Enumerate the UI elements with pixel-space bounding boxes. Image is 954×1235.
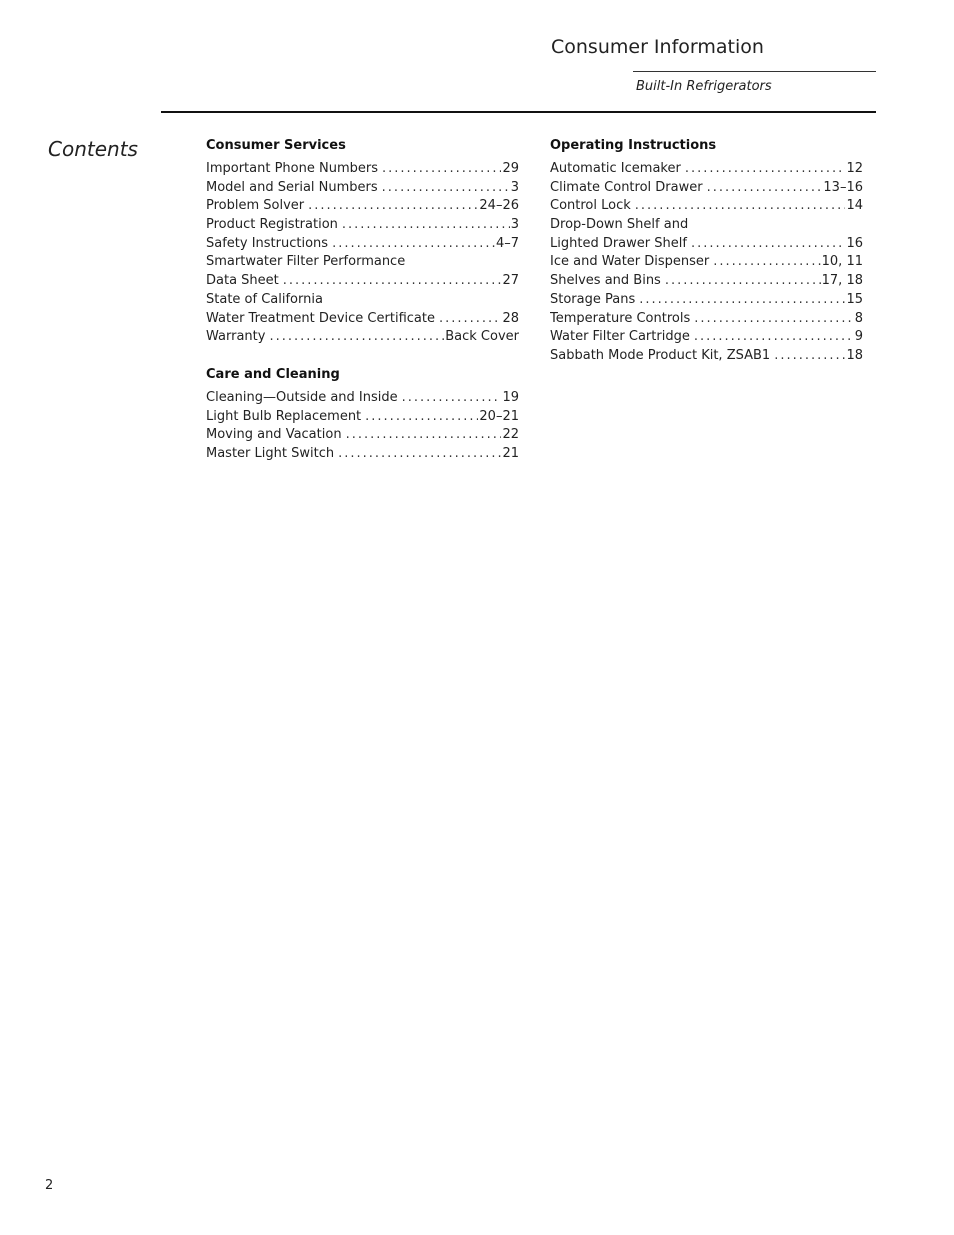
toc-entry[interactable] bbox=[206, 426, 519, 445]
toc-entry[interactable] bbox=[550, 253, 863, 272]
toc-entry-label: Problem Solver bbox=[206, 198, 305, 214]
toc-entry[interactable] bbox=[550, 328, 863, 347]
dot-leader bbox=[439, 310, 501, 329]
toc-entry[interactable] bbox=[550, 160, 863, 179]
toc-column-right bbox=[550, 137, 863, 366]
toc-entry-page: 20–21 bbox=[479, 408, 519, 424]
dot-leader bbox=[283, 272, 502, 291]
toc-entry[interactable] bbox=[206, 179, 519, 198]
toc-column-left bbox=[206, 137, 519, 464]
toc-entry-page: 12 bbox=[846, 161, 863, 176]
dot-leader bbox=[382, 179, 510, 198]
dot-leader bbox=[639, 291, 845, 310]
toc-entry-page: 3 bbox=[510, 217, 519, 233]
toc-section-operating-instructions bbox=[550, 137, 863, 366]
toc-entry-page: 21 bbox=[502, 445, 519, 461]
toc-entry-label: Warranty bbox=[206, 329, 266, 345]
toc-entry-label: Ice and Water Dispenser bbox=[550, 254, 710, 270]
dot-leader bbox=[346, 426, 502, 445]
toc-entry-label: Cleaning—Outside and Inside bbox=[206, 389, 398, 405]
toc-entry[interactable] bbox=[206, 408, 519, 427]
dot-leader bbox=[269, 328, 444, 347]
toc-entry-page: Back Cover bbox=[445, 329, 519, 345]
toc-entry[interactable] bbox=[206, 235, 519, 254]
toc-section-consumer-services bbox=[206, 137, 519, 347]
toc-entry-page: 15 bbox=[846, 291, 863, 307]
toc-entry-label: Important Phone Numbers bbox=[206, 161, 378, 176]
toc-entry-label: State of California bbox=[206, 291, 323, 307]
toc-entry[interactable] bbox=[206, 291, 519, 310]
toc-entry-page: 28 bbox=[502, 310, 519, 326]
toc-entry-page: 19 bbox=[502, 389, 519, 405]
toc-entry-label: Safety Instructions bbox=[206, 235, 329, 251]
dot-leader bbox=[635, 197, 846, 216]
toc-entry-page: 17, 18 bbox=[821, 273, 863, 289]
toc-entry[interactable] bbox=[206, 253, 519, 272]
toc-entry[interactable] bbox=[550, 216, 863, 235]
toc-entry-label: Shelves and Bins bbox=[550, 273, 661, 289]
toc-entry-label: Water Filter Cartridge bbox=[550, 329, 690, 345]
toc-entry-label: Climate Control Drawer bbox=[550, 179, 703, 195]
toc-entry-label: Model and Serial Numbers bbox=[206, 179, 378, 195]
document-subtitle: Built-In Refrigerators bbox=[636, 79, 772, 94]
toc-entry[interactable] bbox=[206, 272, 519, 291]
toc-entry-page: 8 bbox=[854, 310, 863, 326]
toc-section-care-cleaning bbox=[206, 366, 519, 464]
toc-entry-page: 27 bbox=[502, 273, 519, 289]
dot-leader bbox=[308, 197, 478, 216]
header-divider-long bbox=[161, 111, 876, 113]
toc-entry-label: Temperature Controls bbox=[550, 310, 691, 326]
toc-entry-label: Light Bulb Replacement bbox=[206, 408, 362, 424]
toc-entry-page: 22 bbox=[502, 427, 519, 443]
toc-entry-page: 29 bbox=[502, 161, 519, 176]
dot-leader bbox=[402, 389, 502, 408]
toc-entry-label: Moving and Vacation bbox=[206, 427, 342, 443]
toc-entry-label: Master Light Switch bbox=[206, 445, 335, 461]
dot-leader bbox=[685, 160, 846, 179]
toc-entry-label: Control Lock bbox=[550, 198, 631, 214]
header-divider-short bbox=[633, 71, 876, 72]
toc-entry-page: 9 bbox=[854, 329, 863, 345]
toc-list bbox=[206, 160, 519, 347]
toc-entry-label: Smartwater Filter Performance bbox=[206, 254, 406, 270]
toc-entry-label: Lighted Drawer Shelf bbox=[550, 235, 687, 251]
dot-leader bbox=[665, 272, 821, 291]
toc-list bbox=[206, 389, 519, 464]
dot-leader bbox=[342, 216, 510, 235]
toc-entry-label: Data Sheet bbox=[206, 273, 279, 289]
toc-section-title: Operating Instructions bbox=[550, 138, 717, 153]
toc-entry[interactable] bbox=[206, 328, 519, 347]
dot-leader bbox=[382, 160, 501, 179]
toc-entry-page: 13–16 bbox=[823, 179, 863, 195]
page-number: 2 bbox=[45, 1178, 54, 1193]
toc-entry[interactable] bbox=[550, 291, 863, 310]
toc-entry-label: Drop-Down Shelf and bbox=[550, 217, 689, 233]
dot-leader bbox=[713, 253, 820, 272]
toc-entry-label: Storage Pans bbox=[550, 291, 636, 307]
toc-entry[interactable] bbox=[206, 310, 519, 329]
dot-leader bbox=[365, 408, 478, 427]
toc-entry-page: 3 bbox=[510, 179, 519, 195]
toc-entry-page: 24–26 bbox=[479, 198, 519, 214]
toc-entry[interactable] bbox=[206, 216, 519, 235]
document-section-title: Consumer Information bbox=[551, 36, 764, 58]
toc-entry-page: 4–7 bbox=[495, 235, 519, 251]
toc-entry-label: Automatic Icemaker bbox=[550, 161, 681, 176]
toc-entry[interactable] bbox=[550, 272, 863, 291]
toc-entry[interactable] bbox=[550, 347, 863, 366]
dot-leader bbox=[691, 235, 846, 254]
toc-entry-page: 18 bbox=[846, 347, 863, 363]
toc-entry[interactable] bbox=[206, 389, 519, 408]
dot-leader bbox=[332, 235, 495, 254]
toc-entry-page: 10, 11 bbox=[821, 254, 863, 270]
toc-entry[interactable] bbox=[550, 310, 863, 329]
toc-entry[interactable] bbox=[550, 179, 863, 198]
toc-entry-label: Water Treatment Device Certificate bbox=[206, 310, 435, 326]
dot-leader bbox=[694, 310, 853, 329]
toc-entry-page: 14 bbox=[846, 198, 863, 214]
toc-section-title: Care and Cleaning bbox=[206, 366, 340, 382]
toc-entry-label: Sabbath Mode Product Kit, ZSAB1 bbox=[550, 347, 771, 363]
toc-entry-label: Product Registration bbox=[206, 217, 338, 233]
toc-entry[interactable] bbox=[206, 160, 519, 179]
toc-entry[interactable] bbox=[206, 445, 519, 464]
toc-entry[interactable] bbox=[550, 235, 863, 254]
contents-heading: Contents bbox=[48, 137, 138, 161]
dot-leader bbox=[707, 179, 823, 198]
toc-list bbox=[550, 160, 863, 366]
dot-leader bbox=[338, 445, 501, 464]
dot-leader bbox=[694, 328, 854, 347]
dot-leader bbox=[774, 347, 845, 366]
toc-entry[interactable] bbox=[550, 197, 863, 216]
toc-entry[interactable] bbox=[206, 197, 519, 216]
toc-section-title: Consumer Services bbox=[206, 138, 346, 153]
toc-entry-page: 16 bbox=[846, 235, 863, 251]
